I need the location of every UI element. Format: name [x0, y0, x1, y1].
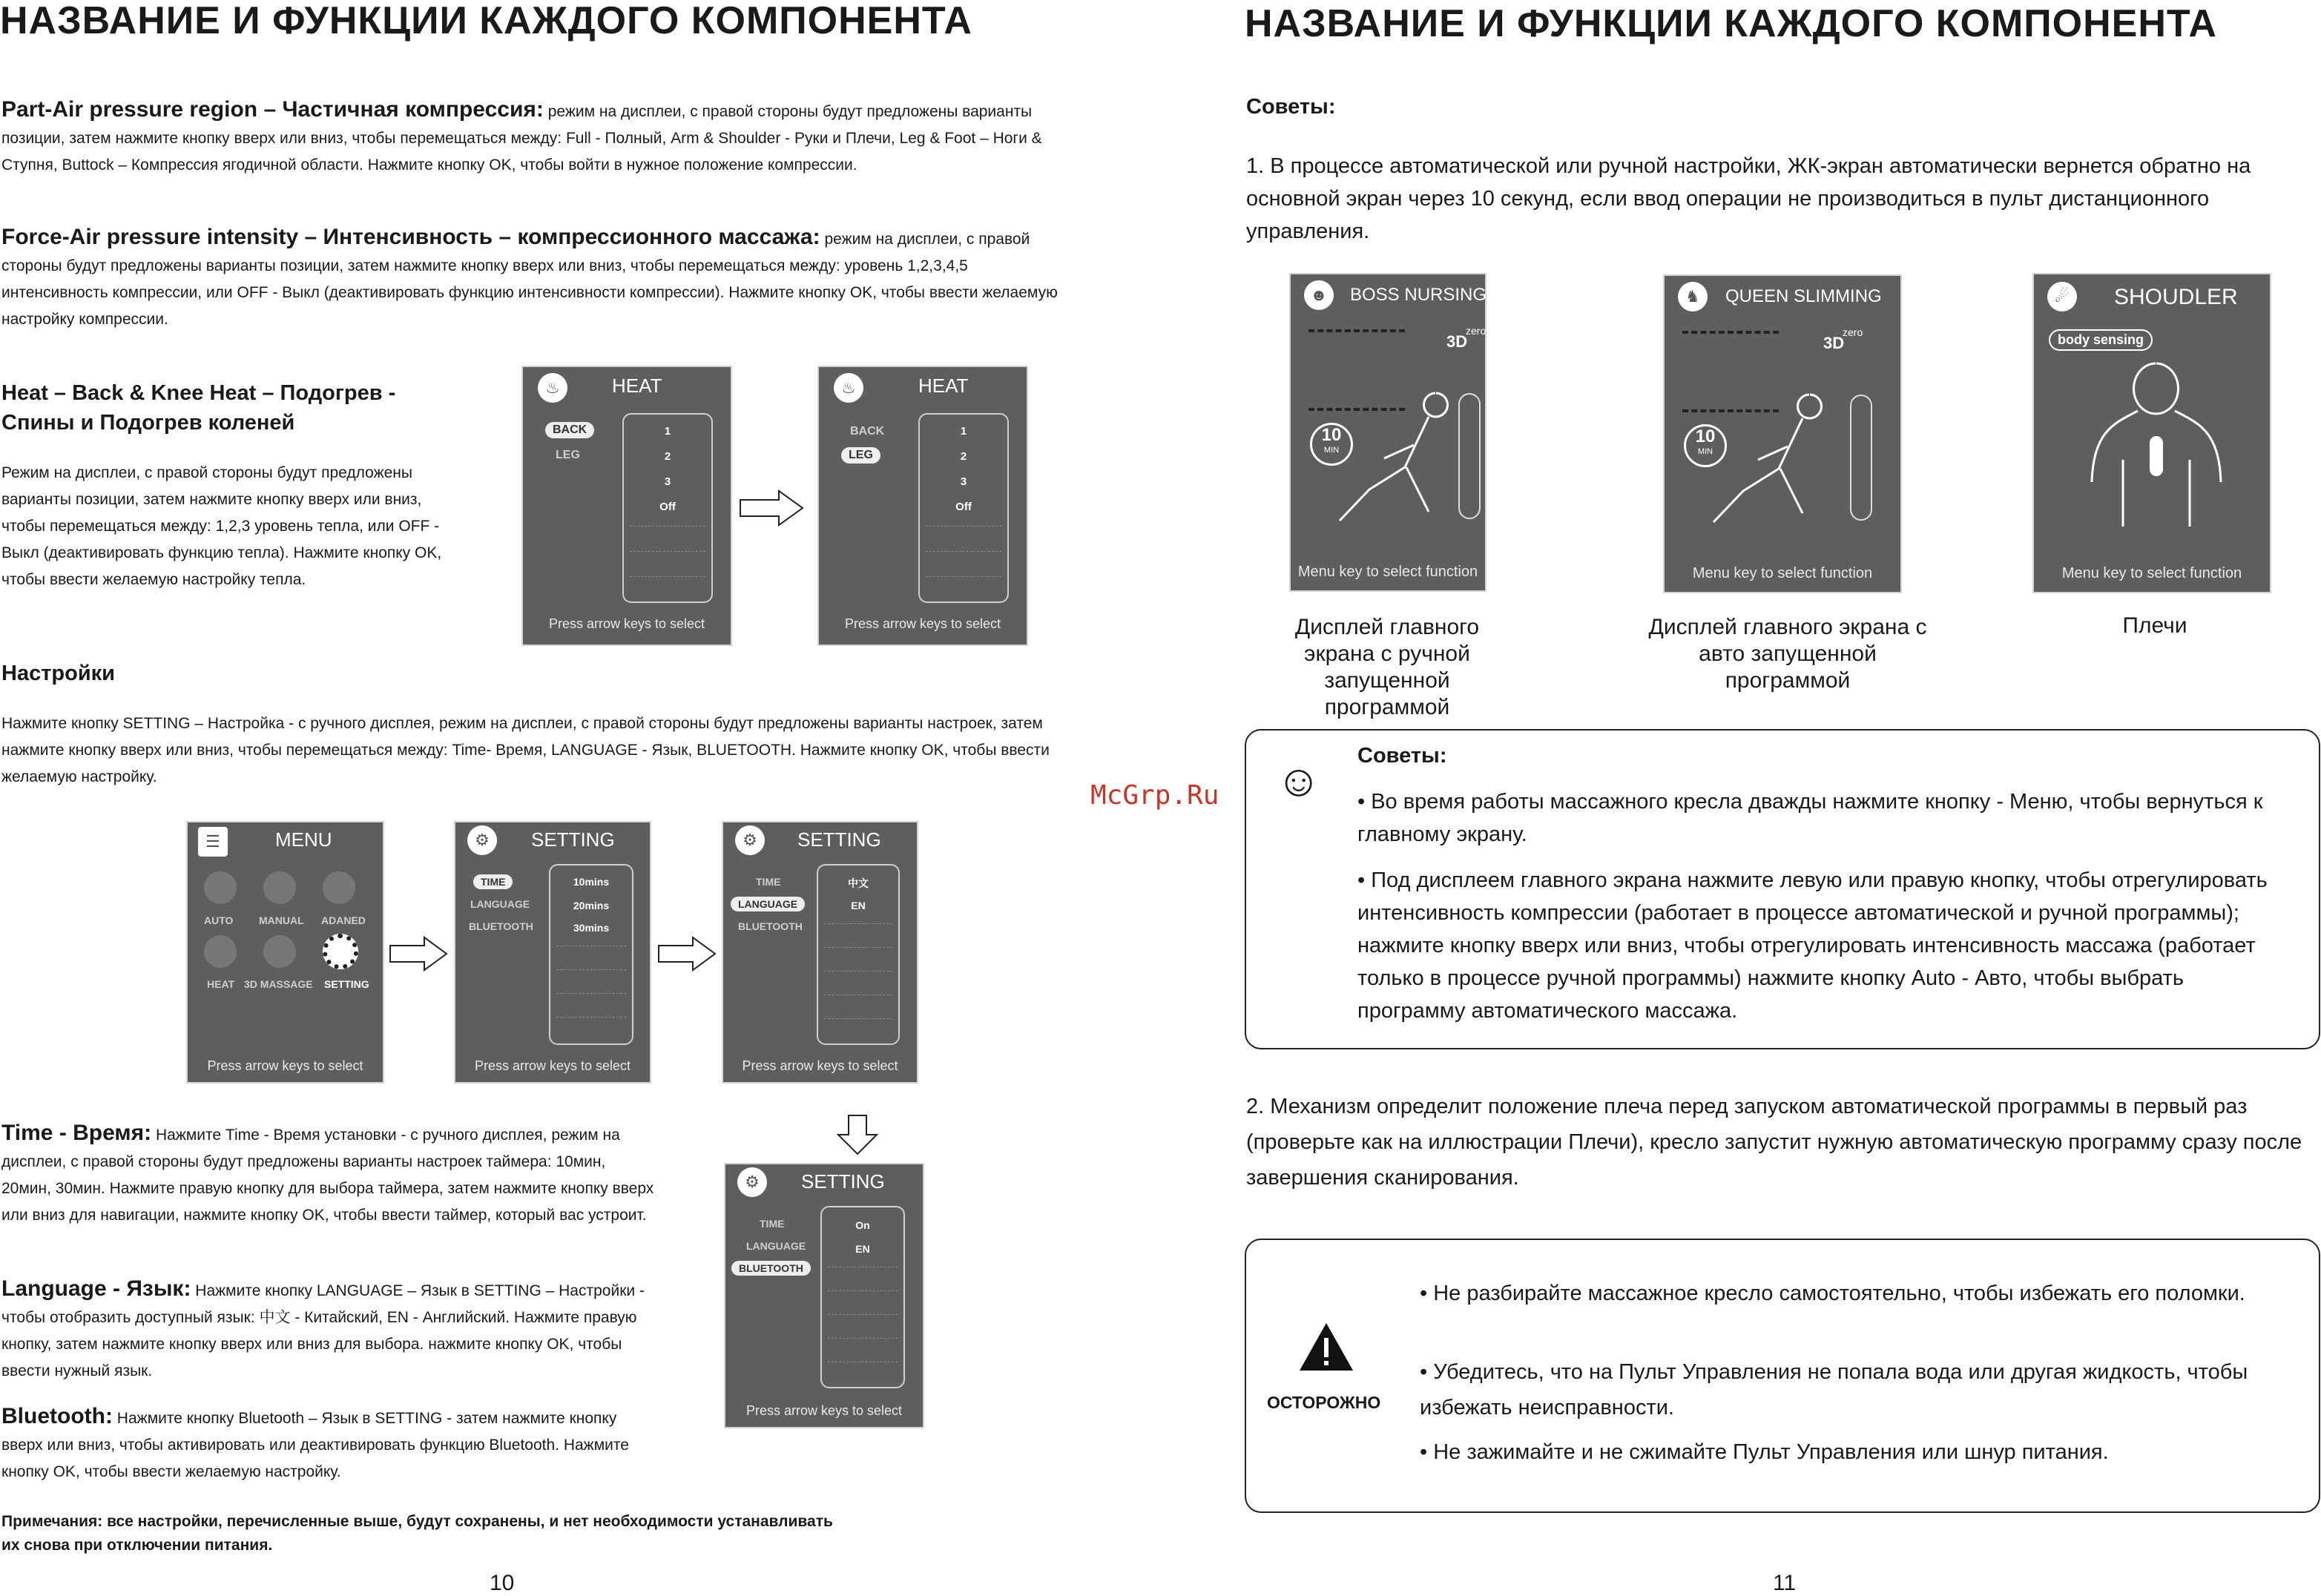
- screen-title: QUEEN SLIMMING: [1725, 286, 1882, 306]
- screen-title: SETTING: [801, 1170, 885, 1193]
- heat-screen-back: [521, 366, 732, 646]
- settings-paragraph: Нажмите кнопку SETTING – Настройка - с ручного дисплея, режим на дисплеи, с правой стороны будут предложены варианты настроек, затем нажмите кнопку вверх или вниз, чтобы перемещаться между: Time- Время, LANGUAGE - Язык, BLUETOOTH. Нажмите кнопку OK, чтобы ввести желаемую настройку.: [1, 715, 1050, 785]
- footprint-icon: ☄: [2047, 282, 2077, 311]
- heat-level: 1: [960, 425, 967, 438]
- heat-level-list: [918, 413, 1009, 603]
- option-bluetooth: BLUETOOTH: [738, 920, 803, 932]
- timer-value: 10: [1321, 425, 1342, 445]
- tips-label: Советы:: [1246, 95, 1336, 119]
- menu-item-auto: AUTO: [204, 914, 234, 926]
- reclining-person-icon: [1699, 380, 1832, 528]
- option-back: BACK: [850, 425, 885, 438]
- scroll-indicator: [1458, 393, 1481, 519]
- watermark: McGrp.Ru: [1090, 780, 1219, 811]
- screen-footer: Press arrow keys to select: [844, 616, 1001, 631]
- flame-icon: ♨: [538, 373, 567, 403]
- note-paragraph: Примечания: все настройки, перечисленные выше, будут сохранены, и нет необходимости устанавливать их снова при отключении питания.: [1, 1513, 833, 1554]
- force-air-text: режим на дисплеи, с правой стороны будут предложены варианты позиции, затем нажмите кнопку вверх или вниз, чтобы перемещаться между: уровень 1,2,3,4,5 интенсивность компрессии, или OFF - Выкл (деактивировать функцию интенсивности компрессии). Нажмите кнопку OK, чтобы ввести желаемую настройку компрессии.: [1, 231, 1058, 328]
- heat-level: Off: [955, 501, 972, 513]
- heat-level: Off: [659, 501, 676, 513]
- zero-label: zero: [1466, 325, 1487, 337]
- caution-box: [1245, 1239, 2320, 1513]
- setting-screen-time: [454, 821, 651, 1084]
- 3d-label: 3D: [1446, 332, 1468, 351]
- screen-title: SETTING: [797, 828, 881, 851]
- language-paragraph: [1, 1276, 654, 1385]
- language-value: EN: [851, 900, 866, 911]
- menu-item-3d-massage: 3D MASSAGE: [244, 978, 313, 990]
- screen-footer: Menu key to select function: [1297, 564, 1478, 580]
- gear-icon: ⚙: [737, 1167, 767, 1197]
- option-leg: LEG: [841, 447, 880, 464]
- option-back: BACK: [545, 422, 594, 438]
- heat-level: 1: [664, 425, 671, 438]
- arrow-right-icon: [739, 489, 806, 527]
- heel-shoe-icon: ♞: [1678, 282, 1708, 311]
- screen-title: MENU: [275, 828, 332, 851]
- 3d-label: 3D: [1823, 334, 1845, 352]
- gear-icon: ⚙: [735, 825, 765, 855]
- time-paragraph: [1, 1120, 654, 1229]
- caption-manual: Дисплей главного экрана с ручной запущенной программой: [1294, 615, 1480, 719]
- screen-title: SETTING: [531, 828, 615, 851]
- tip-item-1: • Во время работы массажного кресла дважды нажмите кнопку - Меню, чтобы вернуться к главному экрану.: [1357, 790, 2263, 846]
- auto-icon: [204, 871, 237, 904]
- screen-footer: Press arrow keys to select: [745, 1403, 903, 1418]
- bluetooth-text: Нажмите кнопку Bluetooth – Язык в SETTING - затем нажмите кнопку вверх или вниз, чтобы активировать или деактивировать функцию Bluetooth. Нажмите кнопку OK, чтобы ввести желаемую настройку.: [1, 1410, 629, 1480]
- language-lead: Language - Язык:: [1, 1276, 191, 1301]
- heat-level-list: [622, 413, 713, 603]
- screen-footer: Menu key to select function: [2061, 565, 2242, 581]
- shoulder-screen: [2032, 273, 2271, 593]
- part-air-lead: Part-Air pressure region – Частичная компрессия:: [1, 97, 544, 122]
- timer-value: 10: [1695, 426, 1716, 446]
- time-value: 10mins: [573, 876, 610, 888]
- option-language: LANGUAGE: [746, 1240, 806, 1252]
- heat-level: 2: [664, 450, 671, 463]
- screen-title: HEAT: [612, 375, 662, 397]
- screen-title: HEAT: [918, 375, 969, 397]
- caption-shoulders: Плечи: [2122, 613, 2187, 638]
- caption-auto: Дисплей главного экрана с авто запущенной программой: [1648, 615, 1927, 693]
- settings-heading: Настройки: [1, 662, 116, 685]
- heat-paragraph: Режим на дисплеи, с правой стороны будут предложены варианты позиции, затем нажмите кнопку вверх или вниз, чтобы перемещаться между: 1,2,3 уровень тепла, или OFF - Выкл (деактивировать функцию тепла). Нажмите кнопку OK, чтобы ввести желаемую настройку тепла.: [1, 464, 442, 588]
- setting-screen-bluetooth: [724, 1163, 924, 1428]
- warning-item-2: • Убедитесь, что на Пульт Управления не попала вода или другая жидкость, чтобы избежать неисправности.: [1420, 1360, 2248, 1419]
- reclining-person-icon: [1325, 378, 1458, 527]
- time-value: 30mins: [573, 922, 610, 934]
- time-lead: Time - Время:: [1, 1121, 152, 1145]
- manual-icon: [263, 871, 296, 904]
- force-air-lead: Force-Air pressure intensity – Интенсивность – компрессионного массажа:: [1, 225, 820, 249]
- queen-slimming-screen: [1663, 274, 1902, 593]
- warning-triangle-icon: [1297, 1320, 1356, 1374]
- screen-title: BOSS NURSING: [1350, 285, 1487, 305]
- menu-item-setting: SETTING: [324, 978, 369, 990]
- heat-screen-leg: [817, 366, 1028, 646]
- screen-footer: Press arrow keys to select: [742, 1058, 898, 1073]
- page-number: 11: [1773, 1571, 1797, 1595]
- boss-nursing-screen: [1289, 273, 1487, 592]
- time-text: Нажмите Time - Время установки - с ручного дисплея, режим на дисплеи, с правой стороны будут предложены варианты настроек таймера: 10мин, 20мин, 30мин. Нажмите правую кнопку для выбора таймера, затем нажмите кнопку вверх или вниз для навигации, нажмите кнопку OK, чтобы ввести таймер, который вас устроит.: [1, 1127, 654, 1224]
- bluetooth-value-list: [820, 1206, 905, 1388]
- part-air-text: режим на дисплеи, с правой стороны будут предложены варианты позиции, затем нажмите кнопку вверх или вниз, чтобы перемещаться между: Full - Полный, Arm & Shoulder - Руки и Плечи, Leg & Foot – Ноги & Ступня, Buttock – Компрессия ягодичной области. Нажмите кнопку OK, чтобы войти в нужное положение компрессии.: [1, 103, 1042, 174]
- smiley-icon: ☺: [1276, 756, 1322, 805]
- menu-screen: [186, 821, 384, 1084]
- left-page-title: НАЗВАНИЕ И ФУНКЦИИ КАЖДОГО КОМПОНЕНТА: [0, 0, 972, 42]
- language-value: 中文: [848, 877, 869, 889]
- force-air-paragraph: [1, 224, 1062, 333]
- person-icon: ☻: [1304, 280, 1334, 310]
- body-sensing-badge: body sensing: [2049, 329, 2153, 351]
- bluetooth-lead: Bluetooth:: [1, 1404, 113, 1428]
- option-language: LANGUAGE: [731, 897, 805, 911]
- option-bluetooth: BLUETOOTH: [731, 1261, 811, 1276]
- tips-box: [1245, 729, 2320, 1049]
- menu-list-icon: ☰: [198, 827, 228, 857]
- screen-footer: Press arrow keys to select: [474, 1058, 631, 1073]
- language-value-list: [817, 864, 900, 1045]
- screen-title: SHOUDLER: [2114, 285, 2238, 309]
- heat-icon: [204, 935, 237, 968]
- screen-footer: Menu key to select function: [1692, 565, 1873, 581]
- time-value: 20mins: [573, 900, 610, 911]
- page-number: 10: [490, 1571, 515, 1595]
- bluetooth-value: On: [855, 1219, 870, 1231]
- timer-unit: MIN: [1323, 446, 1340, 455]
- setting-screen-language: [722, 821, 918, 1084]
- warning-item-1: • Не разбирайте массажное кресло самостоятельно, чтобы избежать его поломки.: [1420, 1282, 2245, 1305]
- setting-gear-icon: [323, 934, 358, 969]
- arrow-right-icon: [389, 936, 450, 972]
- option-language: LANGUAGE: [470, 898, 530, 910]
- tip-paragraph-2: 2. Механизм определит положение плеча перед запуском автоматической программы в первый раз (проверьте как на иллюстрации Плечи), кресло запустит нужную автоматическую программу сразу после завершения сканирования.: [1246, 1095, 2302, 1190]
- 3d-massage-icon: [263, 935, 296, 968]
- option-bluetooth: BLUETOOTH: [469, 920, 533, 932]
- tip-paragraph-1: 1. В процессе автоматической или ручной настройки, ЖК-экран автоматически вернется обратно на основной экран через 10 секунд, если ввод операции не производиться в пульт дистанционного управления.: [1246, 154, 2251, 243]
- screen-footer: Press arrow keys to select: [548, 616, 705, 631]
- option-leg: LEG: [556, 449, 580, 461]
- tipbox-title: Советы:: [1357, 744, 1447, 768]
- language-text: Нажмите кнопку LANGUAGE – Язык в SETTING – Настройки - чтобы отобразить доступный язык: 中文 - Китайский, EN - Английский. Нажмите правую кнопку, затем нажмите кнопку вверх или вниз для выбора. нажмите кнопку OK, чтобы ввести нужный язык.: [1, 1282, 645, 1379]
- menu-item-advanced: ADANED: [321, 914, 366, 926]
- tip-item-2: • Под дисплеем главного экрана нажмите левую или правую кнопку, чтобы отрегулировать интенсивность компрессии (работает в процессе автоматической и ручной программы); нажмите кнопку вверх или вниз, чтобы отрегулировать интенсивность массажа (работает только в процессе ручной программы) нажмите кнопку Auto - Авто, чтобы выбрать программу автоматического массажа.: [1357, 868, 2268, 1023]
- shoulder-silhouette-icon: [2086, 356, 2227, 527]
- caution-label: ОСТОРОЖНО: [1267, 1393, 1381, 1412]
- option-time: TIME: [760, 1218, 785, 1230]
- part-air-paragraph: [1, 96, 1062, 179]
- scroll-indicator: [1850, 395, 1872, 521]
- advanced-icon: [323, 871, 355, 904]
- bluetooth-paragraph: [1, 1403, 654, 1485]
- heat-level: 3: [664, 475, 671, 488]
- heat-heading: Heat – Back & Knee Heat – Подогрев - Спины и Подогрев коленей: [1, 381, 396, 435]
- heat-level: 2: [960, 450, 967, 463]
- zero-label: zero: [1843, 326, 1863, 338]
- screen-footer: Press arrow keys to select: [207, 1058, 363, 1073]
- warning-item-3: • Не зажимайте и не сжимайте Пульт Управления или шнур питания.: [1420, 1440, 2109, 1464]
- heat-level: 3: [960, 475, 967, 488]
- time-value-list: [549, 864, 633, 1045]
- arrow-down-icon: [835, 1114, 880, 1155]
- timer-unit: MIN: [1697, 447, 1713, 456]
- option-time: TIME: [756, 876, 781, 888]
- menu-item-manual: MANUAL: [259, 914, 304, 926]
- arrow-right-icon: [657, 936, 718, 972]
- flame-icon: ♨: [834, 373, 863, 403]
- option-time: TIME: [473, 874, 513, 889]
- menu-item-heat: HEAT: [207, 978, 235, 990]
- bluetooth-value: EN: [855, 1243, 870, 1255]
- right-page-title: НАЗВАНИЕ И ФУНКЦИИ КАЖДОГО КОМПОНЕНТА: [1245, 2, 2217, 45]
- gear-icon: ⚙: [467, 825, 497, 855]
